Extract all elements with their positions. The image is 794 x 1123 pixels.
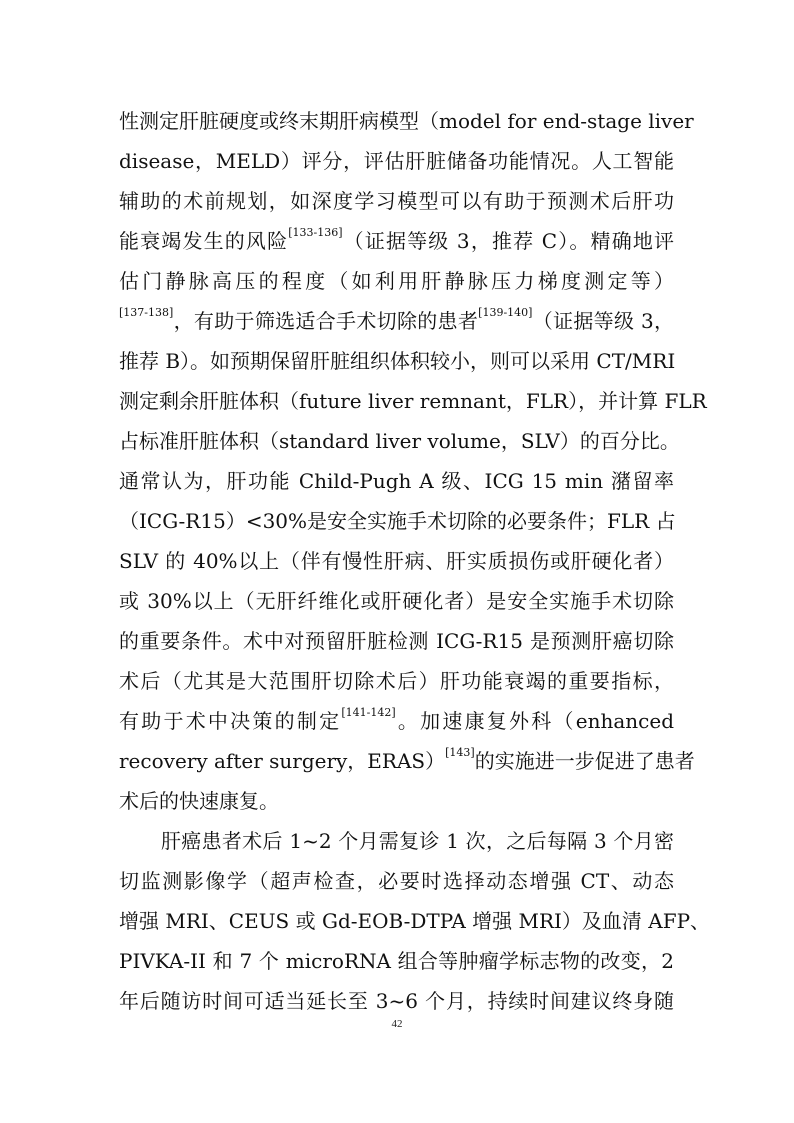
text-line: 通常认为，肝功能 Child-Pugh A 级、ICG 15 min 潴留率 — [119, 469, 674, 493]
text-line: 性测定肝脏硬度或终末期肝病模型（model for end-stage liver — [119, 109, 694, 133]
text-line: （ICG-R15）<30%是安全实施手术切除的必要条件；FLR 占 — [119, 509, 676, 533]
text-line: PIVKA-II 和 7 个 microRNA 组合等肿瘤学标志物的改变，2 — [119, 949, 674, 973]
citation: [139-140] — [478, 306, 533, 319]
text-line: 占标准肝脏体积（standard liver volume，SLV）的百分比。 — [119, 429, 680, 453]
text-line: 或 30%以上（无肝纤维化或肝硬化者）是安全实施手术切除 — [119, 589, 674, 613]
text-line: disease，MELD）评分，评估肝脏储备功能情况。人工智能 — [119, 149, 674, 173]
text-line: 估门静脉高压的程度（如利用肝静脉压力梯度测定等） — [119, 269, 674, 293]
text-line: 有助于术中决策的制定[141-142]。加速康复外科（enhanced — [119, 706, 674, 733]
citation: [141-142] — [341, 706, 396, 719]
text-line: recovery after surgery，ERAS）[143]的实施进一步促进了患者 — [119, 746, 695, 773]
text-line: 能衰竭发生的风险[133-136]（证据等级 3，推荐 C）。精确地评 — [119, 226, 674, 253]
text-line: 肝癌患者术后 1~2 个月需复诊 1 次，之后每隔 3 个月密 — [161, 829, 674, 853]
text-line: 辅助的术前规划，如深度学习模型可以有助于预测术后肝功 — [119, 189, 674, 213]
page-number: 42 — [391, 1018, 403, 1030]
text-line: 术后（尤其是大范围肝切除术后）肝功能衰竭的重要指标， — [119, 669, 674, 693]
text-line: 推荐 B）。如预期保留肝脏组织体积较小，则可以采用 CT/MRI — [119, 349, 676, 373]
text-line: 增强 MRI、CEUS 或 Gd-EOB-DTPA 增强 MRI）及血清 AFP、 — [119, 909, 711, 933]
citation: [137-138] — [119, 306, 174, 319]
citation: [133-136] — [288, 226, 343, 239]
text-line: 年后随访时间可适当延长至 3~6 个月，持续时间建议终身随 — [119, 989, 674, 1013]
text-line: [137-138]，有助于筛选适合手术切除的患者[139-140]（证据等级 3， — [119, 306, 674, 333]
text-line: 的重要条件。术中对预留肝脏检测 ICG-R15 是预测肝癌切除 — [119, 629, 674, 653]
text-line: 测定剩余肝脏体积（future liver remnant，FLR），并计算 FLR — [119, 389, 707, 413]
text-line: 切监测影像学（超声检查，必要时选择动态增强 CT、动态 — [119, 869, 674, 893]
text-line: SLV 的 40%以上（伴有慢性肝病、肝实质损伤或肝硬化者） — [119, 549, 674, 573]
citation: [143] — [445, 746, 475, 759]
text-line: 术后的快速康复。 — [119, 789, 279, 813]
